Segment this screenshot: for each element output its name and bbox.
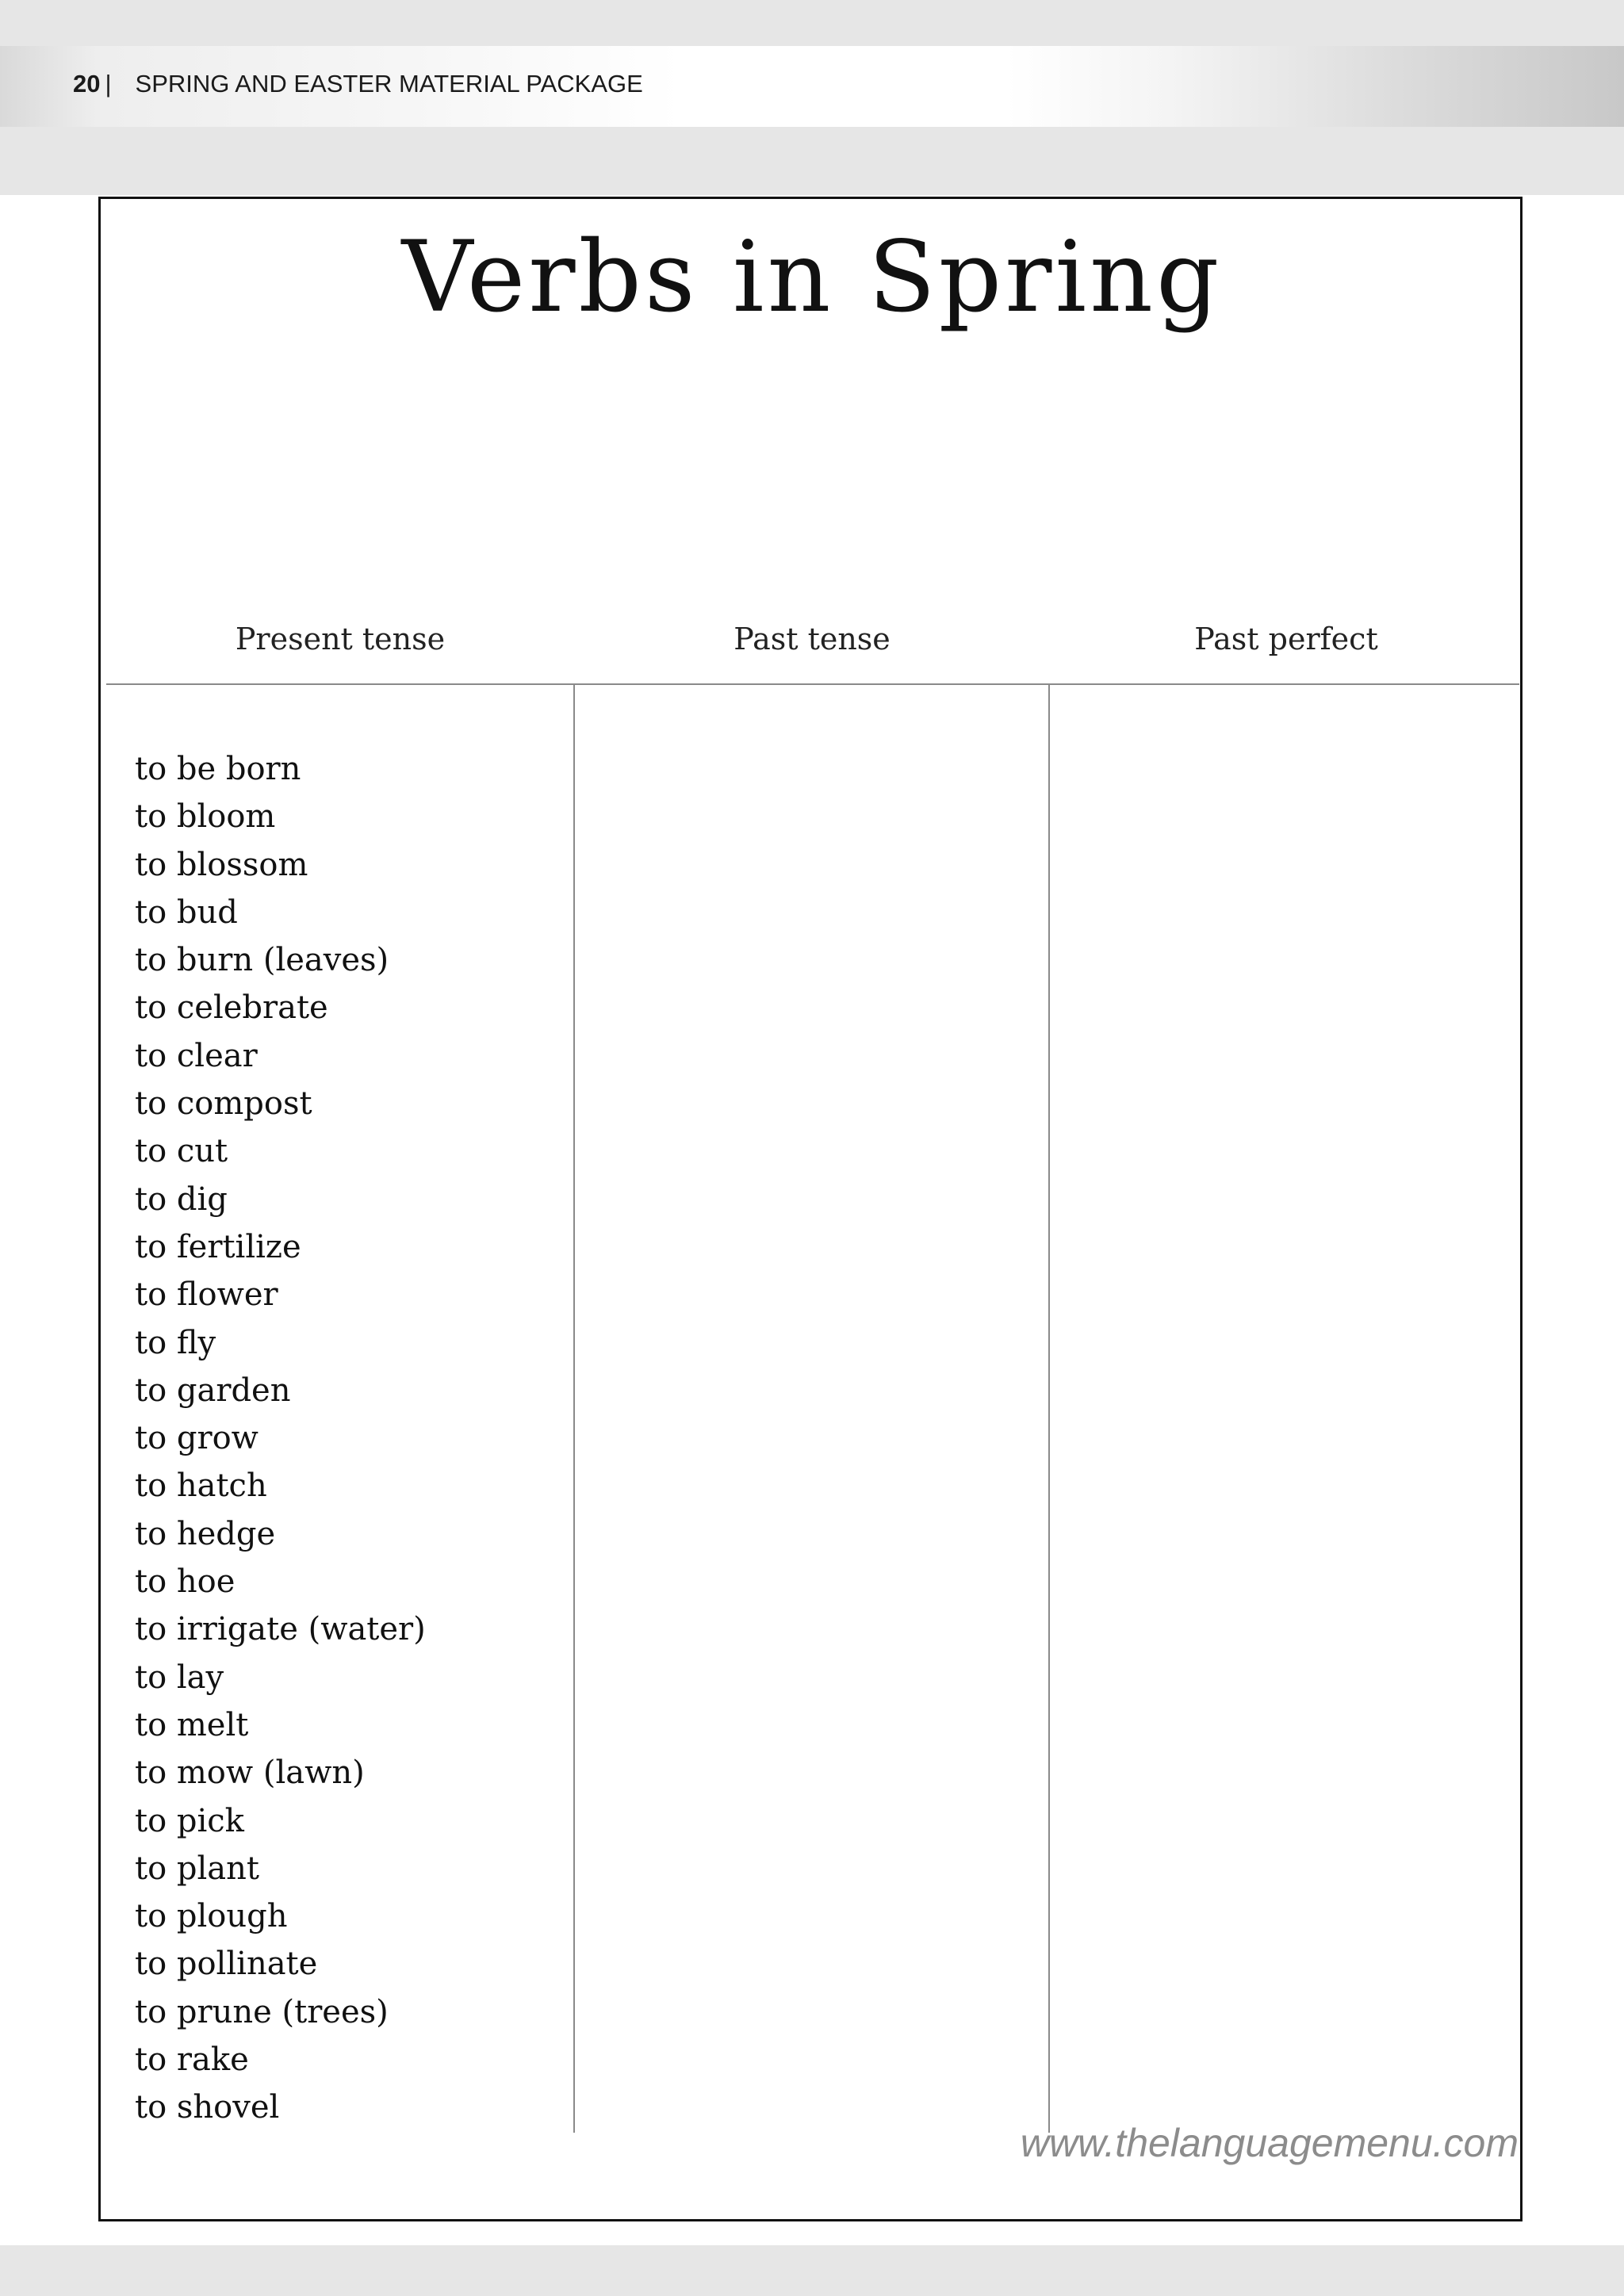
running-header <box>73 63 643 105</box>
verb-item: to rake <box>135 2042 249 2079</box>
verb-item: to cut <box>135 1133 228 1170</box>
verb-item: to fly <box>135 1324 216 1361</box>
column-divider-1 <box>573 685 575 2133</box>
verb-item: to flower <box>135 1276 278 1314</box>
verb-item: to shovel <box>135 2089 280 2126</box>
verb-item: to irrigate (water) <box>135 1611 426 1648</box>
verb-item: to compost <box>135 1085 312 1123</box>
verb-item: to garden <box>135 1372 291 1409</box>
verb-item: to be born <box>135 751 301 787</box>
verb-list <box>135 745 426 2132</box>
header-separator: | <box>105 70 112 98</box>
verb-item: to pollinate <box>135 1946 318 1983</box>
verb-item: to grow <box>135 1420 259 1457</box>
verb-item: to hedge <box>135 1515 276 1552</box>
verb-item: to hatch <box>135 1468 267 1505</box>
worksheet-title: Verbs in Spring <box>401 220 1223 335</box>
header-bottom-strip <box>0 127 1624 195</box>
page-number: 20 <box>73 70 101 98</box>
header-title: SPRING AND EASTER MATERIAL PACKAGE <box>135 70 643 98</box>
verb-item: to pick <box>135 1802 244 1839</box>
verb-item: to bud <box>135 894 238 931</box>
verb-item: to blossom <box>135 846 308 883</box>
header-divider-line <box>106 683 1519 685</box>
verb-item: to plant <box>135 1850 259 1887</box>
top-margin-strip <box>0 0 1624 46</box>
column-header-past-tense: Past tense <box>733 622 891 656</box>
website-url: www.thelanguagemenu.com <box>1020 2121 1519 2165</box>
column-header-present-tense: Present tense <box>235 622 446 656</box>
verb-item: to clear <box>135 1037 258 1074</box>
verb-item: to mow (lawn) <box>135 1755 365 1792</box>
verb-item: to celebrate <box>135 989 328 1027</box>
verb-item: to prune (trees) <box>135 1993 389 2030</box>
verb-item: to burn (leaves) <box>135 942 389 979</box>
column-header-past-perfect: Past perfect <box>1194 622 1378 656</box>
verb-item: to plough <box>135 1898 288 1935</box>
bottom-margin-strip <box>0 2245 1624 2296</box>
verb-item: to lay <box>135 1659 224 1696</box>
verb-item: to melt <box>135 1706 249 1743</box>
verb-item: to dig <box>135 1181 228 1218</box>
verb-item: to bloom <box>135 798 276 836</box>
verb-item: to hoe <box>135 1563 236 1601</box>
column-divider-2 <box>1048 685 1050 2133</box>
verb-item: to fertilize <box>135 1228 301 1265</box>
